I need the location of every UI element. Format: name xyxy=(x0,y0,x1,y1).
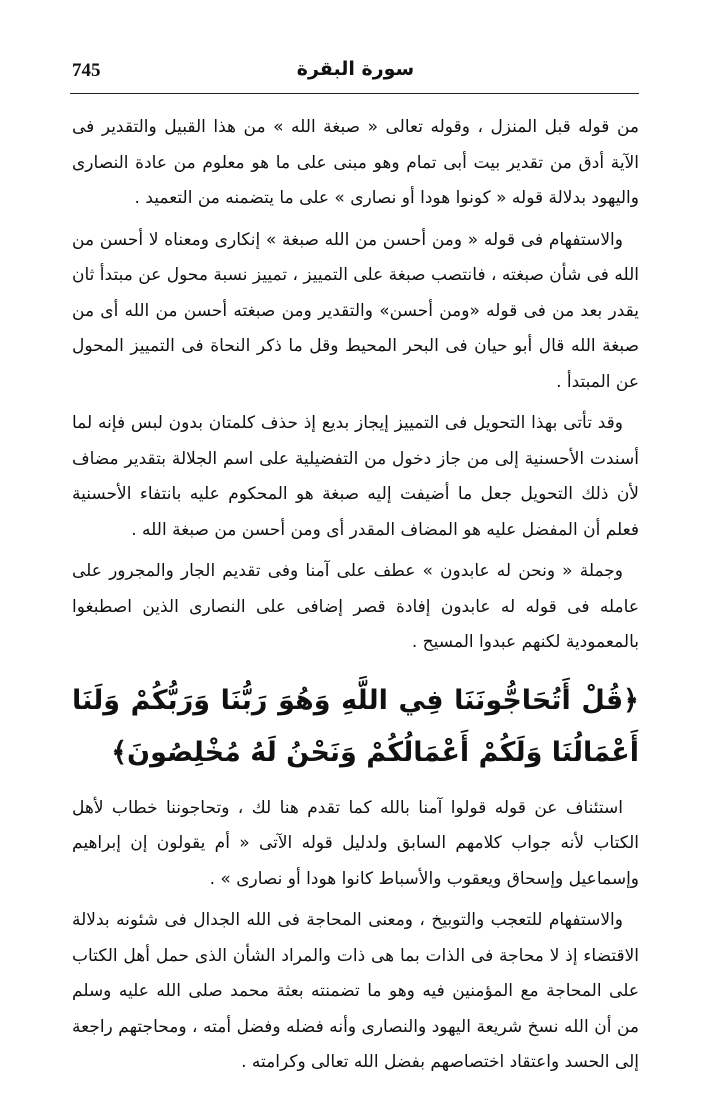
paragraph-3: وقد تأتى بهذا التحويل فى التمييز إيجاز بديع إذ حذف كلمتان بدون لبس فإنه لما أسندت الأحسنية إلى من جاز دخول من التفضيلية على اسم الجلالة بتقدير مضاف لأن ذلك التحويل جعل ما أضيفت إليه صبغة هو المحكوم عليه بانتفاء الأحسنية فعلم أن المفضل عليه هو المضاف المقدر أى ومن أحسن من صبغة الله . xyxy=(72,413,639,540)
paragraph-6: والاستفهام للتعجب والتوبيخ ، ومعنى المحاجة فى الله الجدال فى شئونه بدلالة الاقتضاء إذ لا محاجة فى الذات بما هى ذات والمراد الشأن الذى حمل أهل الكتاب على المحاجة مع المؤمنين فيه وهو ما تضمنته بعثة محمد صلى الله عليه وسلم من أن الله نسخ شريعة اليهود والنصارى وأنه فضله وفضل أمته ، ومحاجتهم راجعة إلى الحسد واعتقاد اختصاصهم بفضل الله تعالى وكرامته . xyxy=(72,910,639,1072)
paragraph-4: وجملة « ونحن له عابدون » عطف على آمنا وفى تقديم الجار والمجرور على عامله فى قوله له عابدون إفادة قصر إضافى على النصارى الذين اصطبغوا بالمعمودية لكنهم عبدوا المسيح . xyxy=(72,561,639,652)
page-header xyxy=(72,58,639,92)
header-rule xyxy=(70,93,639,94)
paragraph-1: من قوله قبل المنزل ، وقوله تعالى « صبغة الله » من هذا القبيل والتقدير فى الآية أدق من تقدير بيت أبى تمام وهو مبنى على ما هو معلوم من عادة النصارى واليهود بدلالة قوله « كونوا هودا أو نصارى » على ما يتضمنه من التعميد . xyxy=(72,117,639,208)
page-body xyxy=(72,110,639,1087)
surah-title: سورة البقرة xyxy=(296,58,415,80)
paragraph-2: والاستفهام فى قوله « ومن أحسن من الله صبغة » إنكارى ومعناه لا أحسن من الله فى شأن صبغته ، فانتصب صبغة على التمييز ، تمييز نسبة محول عن مبتدأ ثان يقدر بعد من فى قوله «ومن أحسن» والتقدير ومن صبغته أحسن من الله أى من صبغة الله قال أبو حيان فى البحر المحيط وقل ما ذكر النحاة فى التمييز المحول عن المبتدأ . xyxy=(72,229,639,392)
quran-verse: ﴿قُلْ أَتُحَاجُّونَنَا فِي اللَّهِ وَهُوَ رَبُّنَا وَرَبُّكُمْ وَلَنَا أَعْمَالُنَا وَلَكُمْ أَعْمَالُكُمْ وَنَحْنُ لَهُ مُخْلِصُونَ﴾ xyxy=(72,684,639,768)
paragraph-5: استئناف عن قوله قولوا آمنا بالله كما تقدم هنا لك ، وتحاجوننا خطاب لأهل الكتاب لأنه جواب كلامهم السابق ولدليل قوله الآتى « أم يقولون إن إبراهيم وإسماعيل وإسحاق ويعقوب والأسباط كانوا هودا أو نصارى » . xyxy=(72,797,639,889)
page-number: 745 xyxy=(72,60,101,81)
